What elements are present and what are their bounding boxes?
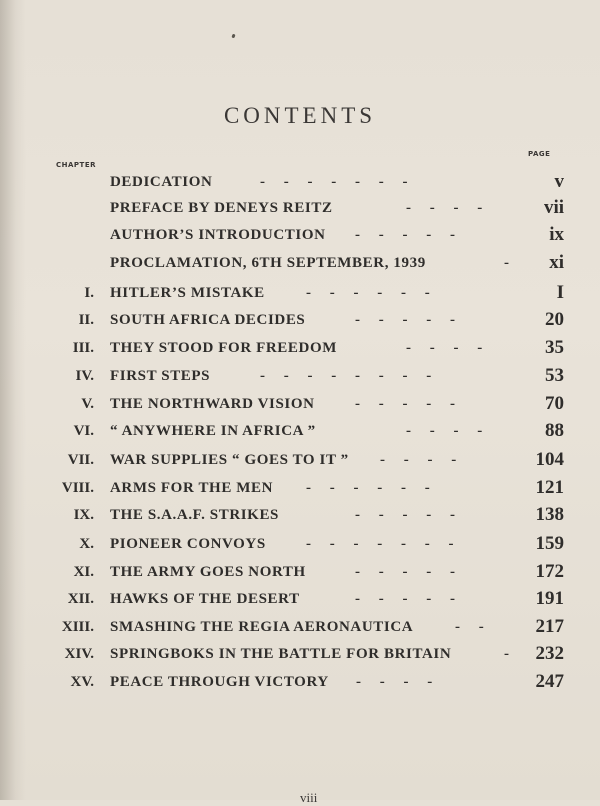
leader-dots: - <box>504 646 509 662</box>
page-column-header: PAGE <box>528 150 551 158</box>
front-matter-row <box>0 225 600 251</box>
leader-dots: - - - - - <box>355 227 455 243</box>
chapter-row <box>0 672 600 698</box>
entry-page-number: vii <box>543 197 564 218</box>
chapter-page-number: 159 <box>535 533 564 554</box>
chapter-row <box>0 338 600 364</box>
entry-page-number: v <box>554 171 564 192</box>
chapter-row <box>0 450 600 476</box>
front-matter-row <box>0 253 600 279</box>
chapter-title: THE S.A.A.F. STRIKES <box>110 507 280 523</box>
chapter-page-number: 138 <box>535 504 564 525</box>
chapter-page-number: 20 <box>545 309 564 330</box>
chapter-number: I. <box>84 285 94 301</box>
chapter-title: WAR SUPPLIES “ GOES TO IT ” <box>110 452 349 468</box>
leader-dots: - - - - - - - <box>306 536 454 552</box>
chapter-number: X. <box>79 536 94 552</box>
leader-dots: - - - - - <box>355 507 455 523</box>
chapter-page-number: 35 <box>545 337 564 358</box>
chapter-title: HAWKS OF THE DESERT <box>110 591 300 607</box>
chapter-title: SPRINGBOKS IN THE BATTLE FOR BRITAIN <box>110 646 452 662</box>
chapter-page-number: 104 <box>535 449 564 470</box>
chapter-page-number: I <box>556 282 564 303</box>
chapter-row <box>0 283 600 309</box>
chapter-row <box>0 617 600 643</box>
chapter-row <box>0 394 600 420</box>
front-matter-row <box>0 172 600 198</box>
chapter-number: II. <box>78 312 94 328</box>
leader-dots: - - - - - - - - <box>260 368 432 384</box>
leader-dots: - - - - - <box>355 312 455 328</box>
chapter-title: PIONEER CONVOYS <box>110 536 266 552</box>
chapter-column-header: CHAPTER <box>56 161 96 169</box>
chapter-title: FIRST STEPS <box>110 368 211 384</box>
leader-dots: - - <box>455 619 484 635</box>
chapter-number: IX. <box>73 507 94 523</box>
chapter-row <box>0 366 600 392</box>
chapter-number: XI. <box>73 564 94 580</box>
chapter-number: XV. <box>70 674 94 690</box>
leader-dots: - <box>504 255 509 271</box>
entry-title: PREFACE BY DENEYS REITZ <box>110 200 333 216</box>
chapter-row <box>0 589 600 615</box>
chapter-title: SOUTH AFRICA DECIDES <box>110 312 306 328</box>
front-matter-row <box>0 198 600 224</box>
chapter-page-number: 53 <box>545 365 564 386</box>
chapter-page-number: 88 <box>545 420 564 441</box>
chapter-title: THE ARMY GOES NORTH <box>110 564 306 580</box>
chapter-row <box>0 421 600 447</box>
leader-dots: - - - - <box>380 452 457 468</box>
chapter-number: XII. <box>67 591 94 607</box>
folio-page-number: viii <box>300 790 318 805</box>
chapter-row <box>0 478 600 504</box>
chapter-page-number: 172 <box>535 561 564 582</box>
chapter-page-number: 191 <box>535 588 564 609</box>
leader-dots: - - - - - - <box>306 480 430 496</box>
leader-dots: - - - - - <box>355 396 455 412</box>
leader-dots: - - - - - - <box>306 285 430 301</box>
chapter-title: HITLER’S MISTAKE <box>110 285 265 301</box>
chapter-row <box>0 505 600 531</box>
chapter-title: THEY STOOD FOR FREEDOM <box>110 340 337 356</box>
chapter-page-number: 232 <box>535 643 564 664</box>
chapter-number: IV. <box>75 368 94 384</box>
page-title: CONTENTS <box>223 103 377 128</box>
chapter-number: VI. <box>73 423 94 439</box>
chapter-title: “ ANYWHERE IN AFRICA ” <box>110 423 316 439</box>
chapter-number: VII. <box>67 452 94 468</box>
leader-dots: - - - - - <box>355 591 455 607</box>
leader-dots: - - - - <box>356 674 433 690</box>
leader-dots: - - - - - <box>355 564 455 580</box>
chapter-page-number: 121 <box>535 477 564 498</box>
entry-page-number: xi <box>549 252 564 273</box>
chapter-row <box>0 534 600 560</box>
paper-speck <box>231 34 235 39</box>
chapter-row <box>0 562 600 588</box>
chapter-number: V. <box>81 396 94 412</box>
chapter-title: PEACE THROUGH VICTORY <box>110 674 329 690</box>
chapter-title: SMASHING THE REGIA AERONAUTICA <box>110 619 414 635</box>
chapter-number: XIII. <box>61 619 94 635</box>
leader-dots: - - - - - - - <box>260 174 408 190</box>
entry-page-number: ix <box>549 224 564 245</box>
chapter-title: THE NORTHWARD VISION <box>110 396 315 412</box>
leader-dots: - - - - <box>406 423 483 439</box>
chapter-number: III. <box>72 340 94 356</box>
chapter-row <box>0 644 600 670</box>
chapter-page-number: 70 <box>545 393 564 414</box>
chapter-row <box>0 310 600 336</box>
chapter-page-number: 217 <box>535 616 564 637</box>
leader-dots: - - - - <box>406 200 483 216</box>
chapter-number: VIII. <box>61 480 94 496</box>
entry-title: PROCLAMATION, 6TH SEPTEMBER, 1939 <box>110 255 426 271</box>
chapter-page-number: 247 <box>535 671 564 692</box>
chapter-number: XIV. <box>64 646 94 662</box>
chapter-title: ARMS FOR THE MEN <box>110 480 274 496</box>
entry-title: DEDICATION <box>110 174 213 190</box>
entry-title: AUTHOR’S INTRODUCTION <box>110 227 326 243</box>
leader-dots: - - - - <box>406 340 483 356</box>
